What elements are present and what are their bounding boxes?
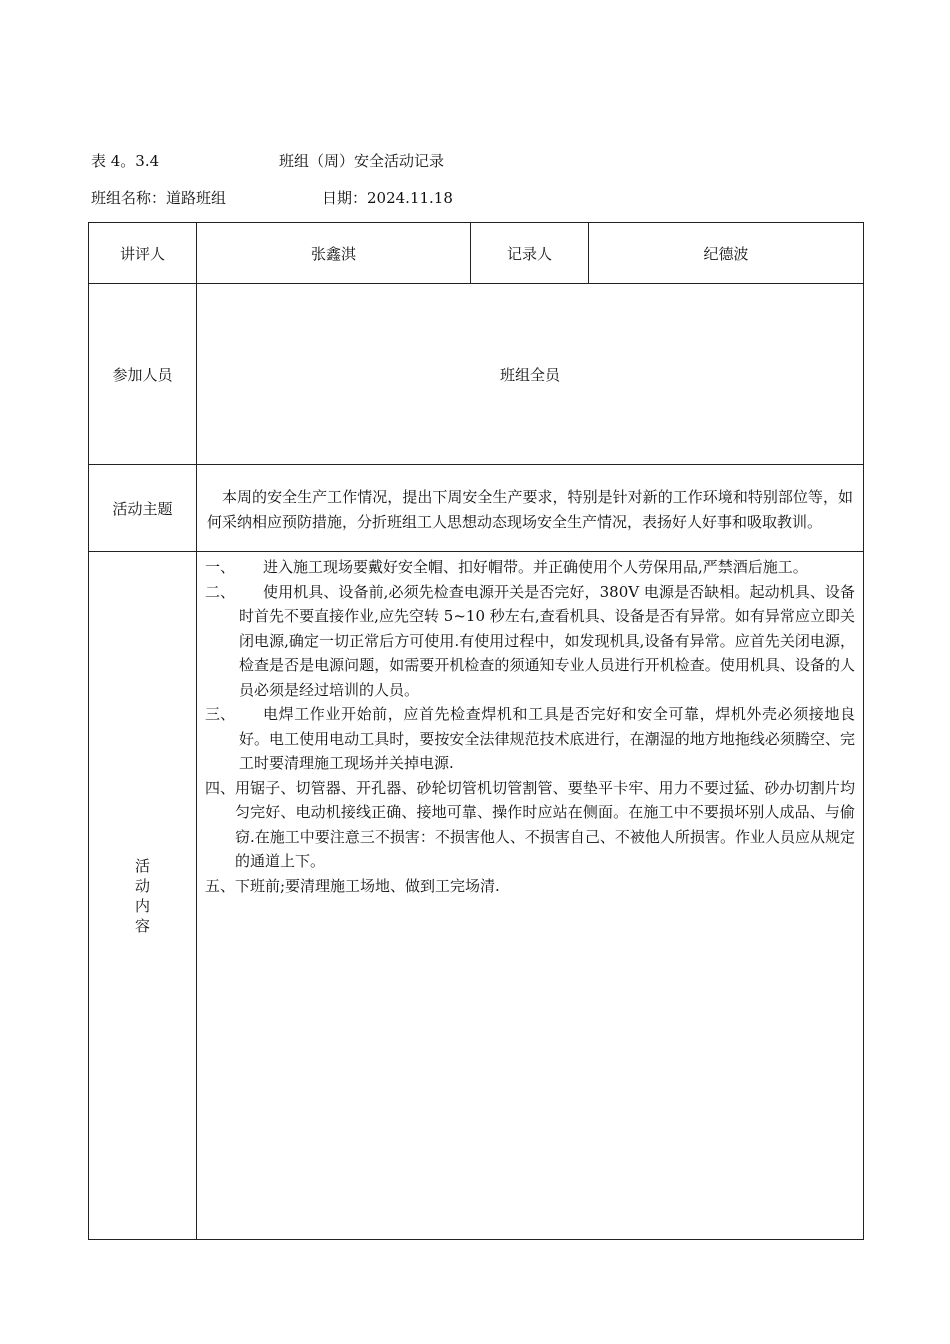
- record-date: 日期：2024.11.18: [322, 189, 453, 207]
- team-name: 班组名称：道路班组: [91, 189, 227, 207]
- list-item-number: 二、: [205, 582, 236, 601]
- list-item: [205, 555, 855, 580]
- list-item-text: 用锯子、切管器、开孔器、砂轮切管机切管割管、要垫平卡牢、用力不要过猛、砂办切割片均匀完好、电动机接线正确、接地可靠、操作时应站在侧面。在施工中不要损坏别人成品、与偷窃.在施工中要注意三不损害：不损害他人、不损害自己、不被他人所损害。作业人员应从规定的通道上下。: [235, 778, 855, 870]
- reviewer-name: 张鑫淇: [197, 223, 471, 284]
- list-item: [205, 702, 855, 776]
- page-title: 班组（周）安全活动记录: [279, 152, 445, 170]
- activity-record-table: [88, 222, 864, 1240]
- recorder-label: 记录人: [471, 223, 589, 284]
- theme-label: 活动主题: [89, 465, 197, 552]
- participants-value: 班组全员: [197, 284, 864, 465]
- table-number: 表 4。3.4: [91, 152, 160, 170]
- list-item-text: 电焊工作业开始前，应首先检查焊机和工具是否完好和安全可靠，焊机外壳必须接地良好。电工使用电动工具时，要按安全法律规范技术底进行，在潮湿的地方地拖线必须腾空、完工时要清理施工现场并关掉电源.: [239, 705, 855, 772]
- list-item: [205, 874, 855, 899]
- content-label-char: 内: [134, 896, 150, 915]
- content-label-char: 动: [134, 876, 150, 895]
- list-item-text: 下班前;要清理施工场地、做到工完场清.: [235, 876, 500, 895]
- list-item-number: 四、: [205, 778, 236, 797]
- list-item: [205, 580, 855, 703]
- list-item-text: 进入施工现场要戴好安全帽、扣好帽带。并正确使用个人劳保用品,严禁酒后施工。: [263, 558, 808, 576]
- list-item-number: 三、: [205, 705, 236, 723]
- theme-text: 本周的安全生产工作情况，提出下周安全生产要求，特别是针对新的工作环境和特别部位等，如何采纳相应预防措施，分折班组工人思想动态现场安全生产情况，表扬好人好事和吸取教训。: [207, 488, 853, 531]
- list-item: [205, 776, 855, 874]
- content-label-char: 活: [134, 856, 150, 875]
- reviewer-label: 讲评人: [89, 223, 197, 284]
- recorder-name: 纪德波: [589, 223, 864, 284]
- theme-cell: [197, 465, 864, 552]
- participants-label: 参加人员: [89, 284, 197, 465]
- content-label: [89, 552, 197, 1240]
- content-label-char: 容: [134, 916, 150, 935]
- list-item-number: 一、: [205, 558, 236, 576]
- content-cell: [197, 552, 864, 1240]
- list-item-number: 五、: [205, 876, 236, 895]
- list-item-text: 使用机具、设备前,必须先检查电源开关是否完好，380V 电源是否缺相。起动机具、设备时首先不要直接作业,应先空转 5~10 秒左右,查看机具、设备是否有异常。如有异常应立即关闭电源,确定一切正常后方可使用.有使用过程中，如发现机具,设备有异常。应首先关闭电源，检查是否是电源问题，如需要开机检查的须通知专业人员进行开机检查。使用机具、设备的人员必须是经过培训的人员。: [239, 582, 855, 699]
